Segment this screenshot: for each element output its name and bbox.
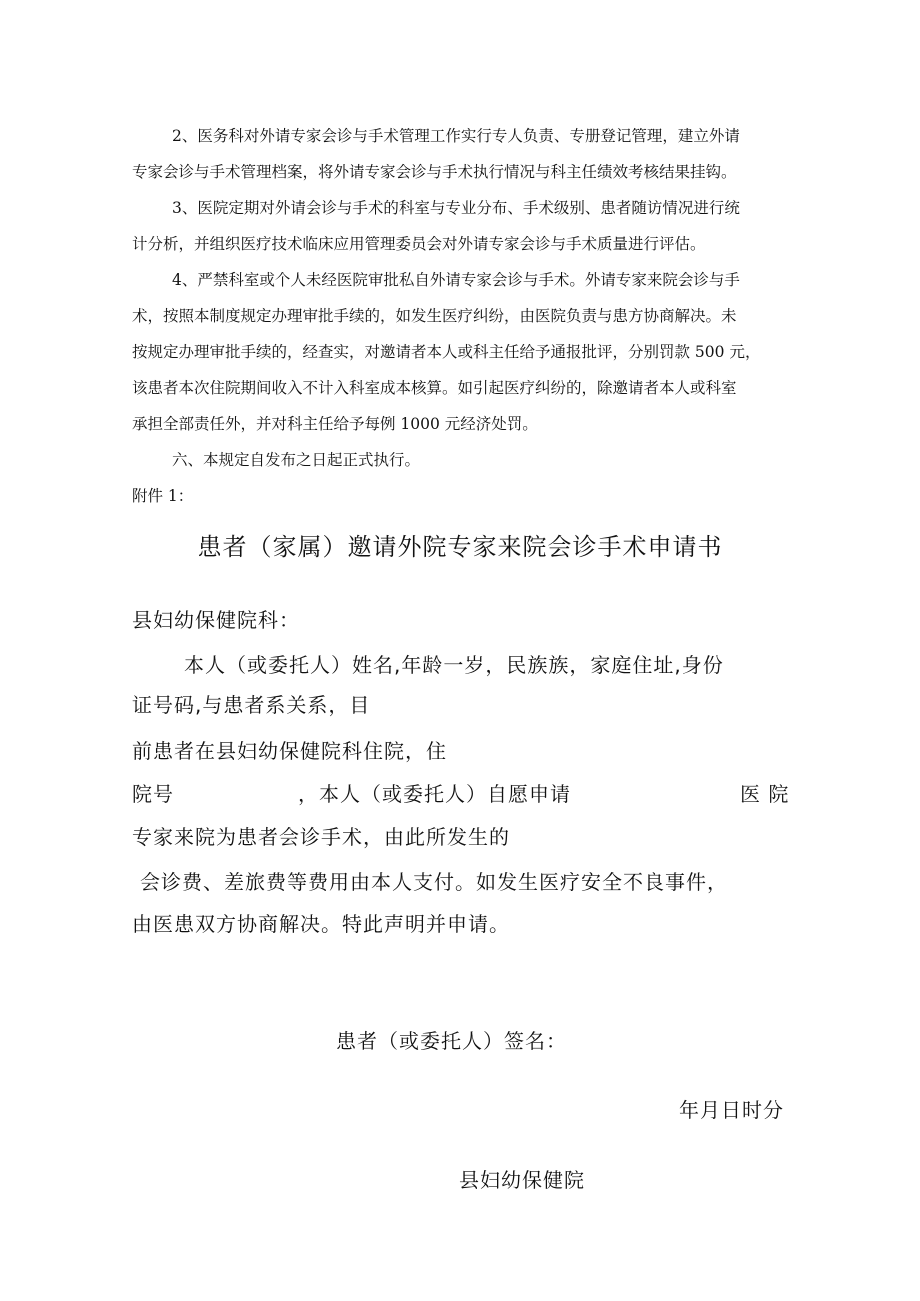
rule-item-3-line-1: 3、医院定期对外请会诊与手术的科室与专业分布、手术级别、患者随访情况进行统	[172, 199, 740, 217]
attachment-label: 附件 1：	[132, 487, 194, 505]
rule-item-4-line-4: 该患者本次住院期间收入不计入科室成本核算。如引起医疗纠纷的，除邀请者本人或科室	[132, 379, 737, 397]
form-body-line-7: 由医患双方协商解决。特此声明并申请。	[132, 912, 510, 936]
date-label: 年月日时分	[679, 1098, 784, 1122]
form-body-line-4-hospital-number: 院号	[132, 782, 174, 806]
form-body-line-4-request: ，本人（或委托人）自愿申请	[298, 782, 571, 806]
form-body-line-6: 会诊费、差旅费等费用由本人支付。如发生医疗安全不良事件，	[140, 870, 728, 894]
rule-item-4-line-5: 承担全部责任外，并对科主任给予每例 1000 元经济处罚。	[132, 415, 538, 433]
rule-item-3-line-2: 计分析，并组织医疗技术临床应用管理委员会对外请专家会诊与手术质量进行评估。	[132, 235, 706, 253]
rule-item-4-line-3: 按规定办理审批手续的，经查实，对邀请者本人或科主任给予通报批评，分别罚款 500 元，	[132, 343, 761, 361]
form-title: 患者（家属）邀请外院专家来院会诊手术申请书	[197, 533, 723, 561]
rule-item-4-line-2: 术，按照本制度规定办理审批手续的，如发生医疗纠纷，由医院负责与患方协商解决。未	[132, 307, 737, 325]
form-body-line-2: 证号码,与患者系关系，目	[132, 693, 371, 717]
form-body-line-3: 前患者在县妇幼保健院科住院，住	[132, 739, 447, 763]
rule-item-6: 六、本规定自发布之日起正式执行。	[172, 451, 421, 469]
hospital-name: 县妇幼保健院	[459, 1168, 585, 1192]
signature-label: 患者（或委托人）签名：	[336, 1029, 567, 1053]
form-addressee: 县妇幼保健院科：	[132, 608, 300, 632]
rule-item-4-line-1: 4、严禁科室或个人未经医院审批私自外请专家会诊与手术。外请专家来院会诊与手	[172, 271, 740, 289]
form-body-line-1: 本人（或委托人）姓名,年龄一岁，民族族，家庭住址,身份	[184, 653, 724, 677]
form-body-line-4-hospital: 医 院	[740, 782, 790, 806]
rule-item-2-line-2: 专家会诊与手术管理档案，将外请专家会诊与手术执行情况与科主任绩效考核结果挂钩。	[132, 163, 737, 181]
form-body-line-5: 专家来院为患者会诊手术，由此所发生的	[132, 825, 510, 849]
rule-item-2-line-1: 2、医务科对外请专家会诊与手术管理工作实行专人负责、专册登记管理，建立外请	[172, 127, 740, 145]
